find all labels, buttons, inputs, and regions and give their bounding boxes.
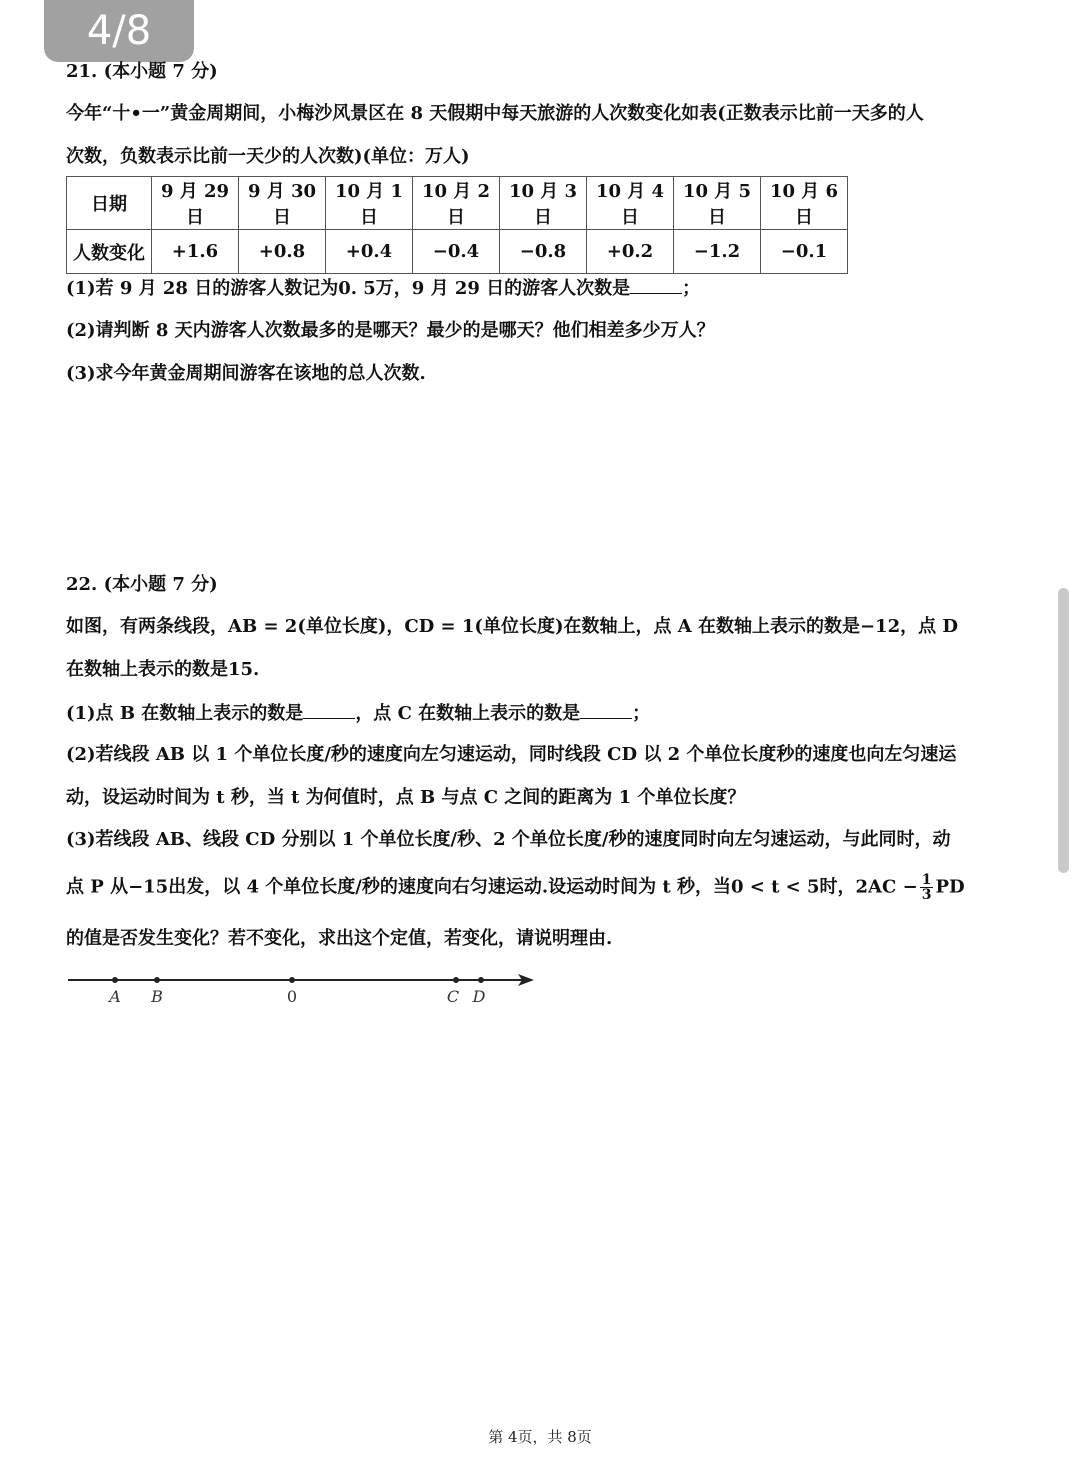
- q21-intro-line2: 次数，负数表示比前一天少的人次数)(单位：万人): [66, 146, 470, 167]
- point-a-dot: [112, 977, 118, 983]
- q22-part1-text-a: (1)点 B 在数轴上表示的数是: [66, 703, 304, 724]
- answer-blank: [580, 700, 632, 719]
- point-d-dot: [478, 977, 484, 983]
- table-header-date: 日期: [67, 177, 152, 230]
- q22-part2-line2: 动，设运动时间为 t 秒，当 t 为何值时，点 B 与点 C 之间的距离为 1 个单位长度？: [66, 787, 746, 808]
- table-cell-date: 10 月 2 日: [413, 177, 500, 230]
- point-b-label: B: [151, 987, 163, 1006]
- q21-part3: (3)求今年黄金周期间游客在该地的总人次数.: [66, 363, 426, 384]
- table-cell-change: +1.6: [152, 230, 239, 274]
- q22-part1-text-c: ；: [632, 703, 651, 724]
- q22-part3-line1: (3)若线段 AB、线段 CD 分别以 1 个单位长度/秒、2 个单位长度/秒的速度同时向左匀速运动，与此同时，动: [66, 829, 951, 850]
- q21-table: [66, 176, 848, 274]
- table-cell-change: +0.8: [239, 230, 326, 274]
- table-cell-date: 9 月 30 日: [239, 177, 326, 230]
- table-cell-change: −1.2: [674, 230, 761, 274]
- q22-part2-line1: (2)若线段 AB 以 1 个单位长度/秒的速度向左匀速运动，同时线段 CD 以 2 个单位长度秒的速度也向左匀速运: [66, 744, 957, 765]
- q22-part3-line3: 的值是否发生变化？若不变化，求出这个定值，若变化，请说明理由.: [66, 928, 613, 949]
- answer-blank: [630, 275, 682, 294]
- table-cell-date: 10 月 5 日: [674, 177, 761, 230]
- q22-part3-line2-end: PD: [935, 876, 965, 898]
- q21-part2: (2)请判断 8 天内游客人次数最多的是哪天？最少的是哪天？他们相差多少万人？: [66, 320, 715, 341]
- q22-intro-line1: 如图，有两条线段，AB = 2(单位长度)，CD = 1(单位长度)在数轴上，点 A 在数轴上表示的数是−12，点 D: [66, 616, 958, 637]
- page-footer: 第 4页，共 8页: [488, 1428, 592, 1446]
- q21-part1: [66, 275, 1026, 302]
- page-indicator-badge: 4/8: [44, 0, 194, 62]
- table-cell-date: 10 月 4 日: [587, 177, 674, 230]
- q22-heading: 22. (本小题 7 分): [66, 574, 218, 595]
- q22-part1-text-b: ，点 C 在数轴上表示的数是: [355, 703, 581, 724]
- table-row-changes: [67, 230, 848, 274]
- origin-label: 0: [286, 987, 298, 1006]
- q21-intro-line1: 今年“十•一”黄金周期间，小梅沙风景区在 8 天假期中每天旅游的人次数变化如表(正数表示比前一天多的人: [66, 103, 924, 124]
- scrollbar-thumb[interactable]: [1058, 588, 1069, 873]
- point-d-label: D: [472, 987, 486, 1006]
- table-cell-date: 10 月 3 日: [500, 177, 587, 230]
- fraction-denominator: 3: [921, 887, 932, 903]
- point-c-dot: [453, 977, 459, 983]
- q22-part3-line2-text: 点 P 从−15出发，以 4 个单位长度/秒的速度向右匀速运动.设运动时间为 t 秒，当0 < t < 5时，2AC −: [66, 876, 918, 898]
- table-cell-date: 10 月 6 日: [761, 177, 848, 230]
- table-cell-change: −0.8: [500, 230, 587, 274]
- point-b-dot: [154, 977, 160, 983]
- q21-part1-text: (1)若 9 月 28 日的游客人数记为0. 5万，9 月 29 日的游客人次数是: [66, 278, 631, 299]
- table-cell-change: +0.2: [587, 230, 674, 274]
- table-cell-date: 9 月 29 日: [152, 177, 239, 230]
- fraction-one-third: [920, 873, 934, 902]
- q22-part1: [66, 700, 1026, 727]
- q21-heading: 21. (本小题 7 分): [66, 61, 218, 82]
- point-c-label: C: [446, 987, 460, 1006]
- answer-blank: [303, 700, 355, 719]
- origin-dot: [289, 977, 295, 983]
- q22-part3-line2: [66, 873, 1026, 902]
- table-row-dates: [67, 177, 848, 230]
- table-cell-change: −0.1: [761, 230, 848, 274]
- fraction-numerator: 1: [921, 872, 932, 888]
- number-line-figure: [60, 966, 550, 1010]
- point-a-label: A: [109, 987, 121, 1006]
- q22-intro-line2: 在数轴上表示的数是15.: [66, 659, 260, 680]
- table-cell-change: −0.4: [413, 230, 500, 274]
- table-cell-date: 10 月 1 日: [326, 177, 413, 230]
- q21-part1-end: ；: [682, 278, 701, 299]
- table-cell-change: +0.4: [326, 230, 413, 274]
- table-header-change: 人数变化: [67, 230, 152, 274]
